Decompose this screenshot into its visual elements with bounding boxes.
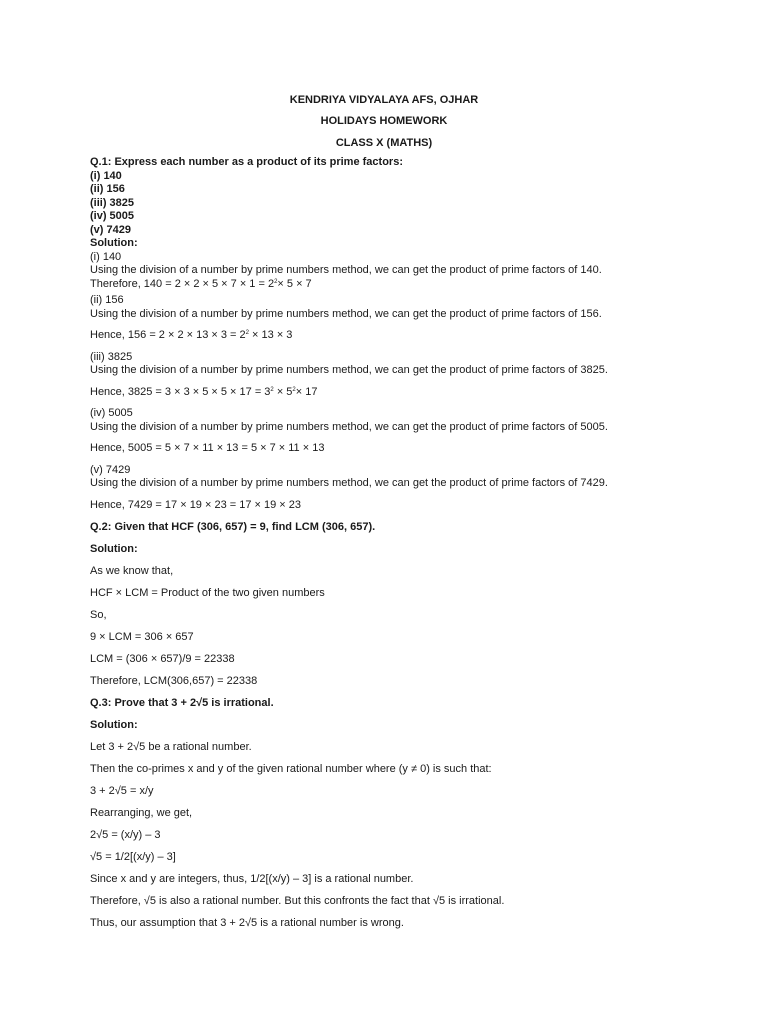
solution-label: Solution: — [90, 237, 138, 249]
solution-line: Rearranging, we get, — [90, 806, 193, 819]
part-label: (iv) 5005 — [90, 407, 133, 419]
solution-line: Thus, our assumption that 3 + 2√5 is a rational number is wrong. — [90, 916, 404, 929]
school-name: KENDRIYA VIDYALAYA AFS, OJHAR — [289, 94, 479, 106]
q1-item: (iv) 5005 — [90, 210, 135, 222]
solution-line: Therefore, √5 is also a rational number. But this confronts the fact that √5 is irrational. — [90, 894, 505, 907]
solution-line: Since x and y are integers, thus, 1/2[(x/y) – 3] is a rational number. — [90, 872, 414, 885]
solution-line: Therefore, LCM(306,657) = 22338 — [90, 674, 258, 687]
part-result: Hence, 7429 = 17 × 19 × 23 = 17 × 19 × 23 — [90, 498, 302, 511]
question-1: Q.1: Express each number as a product of its prime factors: — [90, 156, 403, 168]
part-result: Hence, 5005 = 5 × 7 × 11 × 13 = 5 × 7 × 11 × 13 — [90, 442, 325, 454]
document-title: HOLIDAYS HOMEWORK — [320, 115, 448, 127]
q1-item: (v) 7429 — [90, 223, 131, 236]
solution-line: 2√5 = (x/y) – 3 — [90, 828, 161, 841]
solution-line: √5 = 1/2[(x/y) – 3] — [90, 850, 176, 863]
solution-label: Solution: — [90, 542, 138, 555]
solution-line: Let 3 + 2√5 be a rational number. — [90, 740, 252, 753]
part-method: Using the division of a number by prime numbers method, we can get the product of prime factors of 3825. — [90, 364, 608, 376]
question-3: Q.3: Prove that 3 + 2√5 is irrational. — [90, 696, 274, 709]
solution-line: 9 × LCM = 306 × 657 — [90, 630, 194, 643]
part-method: Using the division of a number by prime numbers method, we can get the product of prime factors of 7429. — [90, 477, 608, 489]
solution-label: Solution: — [90, 718, 138, 731]
class-subject: CLASS X (MATHS) — [335, 137, 433, 149]
part-result: Hence, $156 = 2 \times 2 \times 13 \times 3 = 2^2 \times 13 \times 3$ — [90, 329, 293, 341]
part-result: Therefore, $140 = 2 \times 2 \times 5 \times 7 \times 1 = 2^2\times 5 \times 7$ — [90, 277, 312, 290]
q1-item: (ii) 156 — [90, 183, 125, 195]
solution-line: So, — [90, 608, 107, 621]
solution-line: Then the co-primes x and y of the given rational number where (y ≠ 0) is such that: — [90, 762, 492, 775]
part-label: (i) 140 — [90, 250, 122, 263]
solution-line: LCM = (306 × 657)/9 = 22338 — [90, 652, 235, 665]
solution-line: HCF × LCM = Product of the two given numbers — [90, 586, 325, 599]
question-2: Q.2: Given that HCF (306, 657) = 9, find LCM (306, 657). — [90, 520, 376, 533]
part-label: (v) 7429 — [90, 463, 131, 476]
solution-line: As we know that, — [90, 564, 174, 577]
part-method: Using the division of a number by prime numbers method, we can get the product of prime factors of 140. — [90, 264, 602, 276]
document-body — [90, 156, 730, 930]
part-label: (ii) 156 — [90, 294, 124, 306]
solution-line: 3 + 2√5 = x/y — [90, 784, 154, 797]
part-label: (iii) 3825 — [90, 350, 133, 363]
part-result: Hence, $3825 = 3 \times 3 \times 5 \times 5 \times 17 = 3^2 \times 5^2\times 17$ — [90, 385, 318, 398]
part-method: Using the division of a number by prime numbers method, we can get the product of prime factors of 156. — [90, 307, 602, 320]
q1-item: (iii) 3825 — [90, 196, 135, 209]
q1-item: (i) 140 — [90, 169, 122, 182]
part-method: Using the division of a number by prime numbers method, we can get the product of prime factors of 5005. — [90, 420, 608, 433]
